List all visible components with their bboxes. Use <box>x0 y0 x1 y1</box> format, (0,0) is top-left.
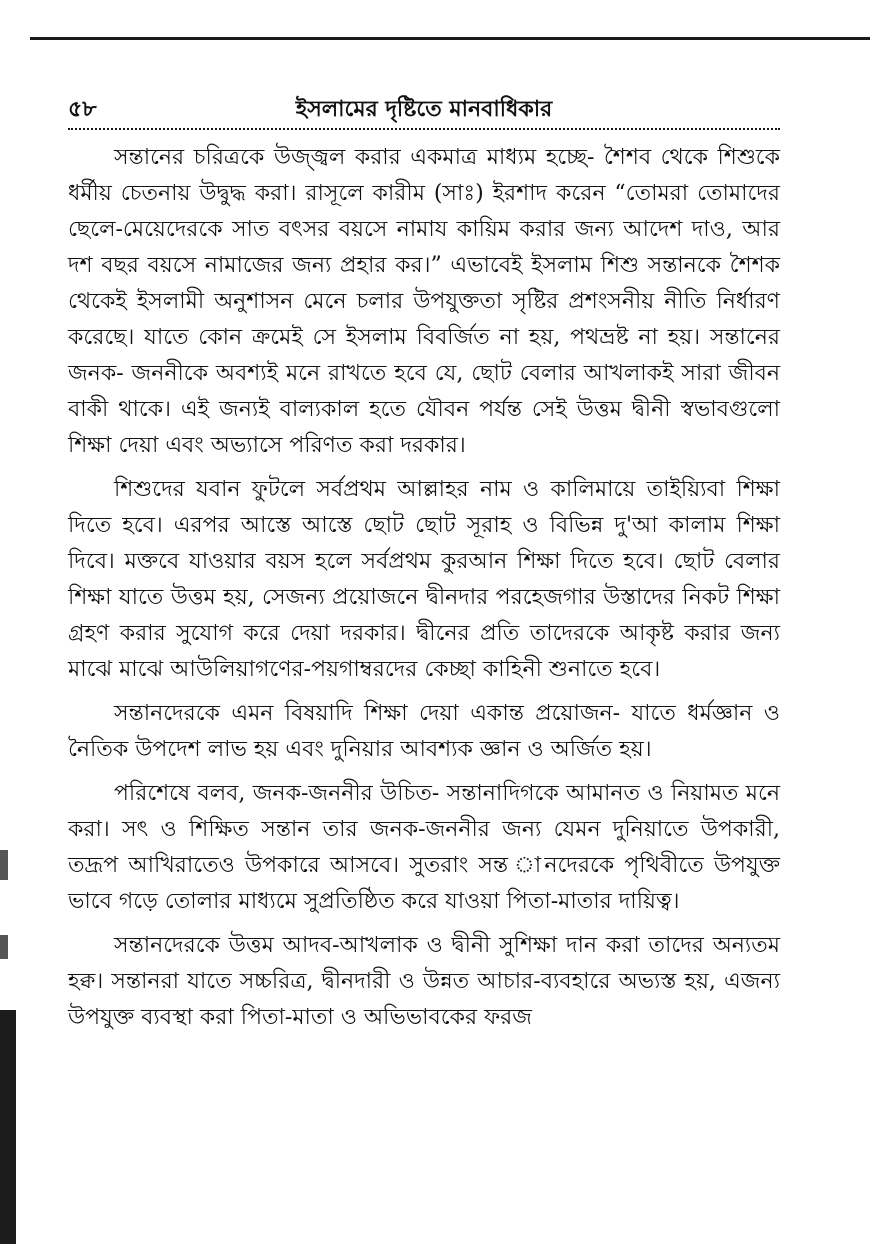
paragraph-2: শিশুদের যবান ফুটলে সর্বপ্রথম আল্লাহর নাম ও কালিমায়ে তাইয়্যিবা শিক্ষা দিতে হবে। এরপর আস্তে আস্তে ছোট ছোট সূরাহ ও বিভিন্ন দু'আ কালাম শিক্ষা দিবে। মক্তবে যাওয়ার বয়স হলে সর্বপ্রথম কুরআন শিক্ষা দিতে হবে। ছোট বেলার শিক্ষা যাতে উত্তম হয়, সেজন্য প্রয়োজনে দ্বীনদার পরহেজগার উস্তাদের নিকট শিক্ষা গ্রহণ করার সুযোগ করে দেয়া দরকার। দ্বীনের প্রতি তাদেরকে আকৃষ্ট করার জন্য মাঝে মাঝে আউলিয়াগণের-পয়গাম্বরদের কেচ্ছা কাহিনী শুনাতে হবে। <box>68 477 780 682</box>
scan-edge-speck <box>0 850 8 880</box>
page-number: ৫৮ <box>68 96 97 122</box>
paragraph-3: সন্তানদেরকে এমন বিষয়াদি শিক্ষা দেয়া একান্ত প্রয়োজন- যাতে ধর্মজ্ঞান ও নৈতিক উপদেশ লাভ হয় এবং দুনিয়ার আবশ্যক জ্ঞান ও অর্জিত হয়। <box>68 701 780 762</box>
paragraph-1: সন্তানের চরিত্রকে উজ্জ্বল করার একমাত্র মাধ্যম হচ্ছে- শৈশব থেকে শিশুকে ধর্মীয় চেতনায় উদ্বুদ্ধ করা। রাসূলে কারীম (সাঃ) ইরশাদ করেন “তোমরা তোমাদের ছেলে-মেয়েদেরকে সাত বৎসর বয়সে নামায কায়িম করার জন্য আদেশ দাও, আর দশ বছর বয়সে নামাজের জন্য প্রহার কর।” এভাবেই ইসলাম শিশু সন্তানকে শৈশক থেকেই ইসলামী অনুশাসন মেনে চলার উপযুক্ততা সৃষ্টির প্রশংসনীয় নীতি নির্ধারণ করেছে। যাতে কোন ক্রমেই সে ইসলাম বিবর্জিত না হয়, পথভ্রষ্ট না হয়। সন্তানের জনক- জননীকে অবশ্যই মনে রাখতে হবে যে, ছোট বেলার আখলাকই সারা জীবন বাকী থাকে। এই জন্যই বাল্যকাল হতে যৌবন পর্যন্ত সেই উত্তম দ্বীনী স্বভাবগুলো শিক্ষা দেয়া এবং অভ্যাসে পরিণত করা দরকার। <box>68 145 780 458</box>
body-text <box>68 140 780 1044</box>
paragraph-4: পরিশেষে বলব, জনক-জননীর উচিত- সন্তানাদিগকে আমানত ও নিয়ামত মনে করা। সৎ ও শিক্ষিত সন্তান তার জনক-জননীর জন্য যেমন দুনিয়াতে উপকারী, তদ্রূপ আখিরাতেও উপকারে আসবে। সুতরাং সন্ত ানদেরকে পৃথিবীতে উপযুক্ত ভাবে গড়ে তোলার মাধ্যমে সুপ্রতিষ্ঠিত করে যাওয়া পিতা-মাতার দায়িত্ব। <box>68 781 780 914</box>
running-title: ইসলামের দৃষ্টিতে মানবাধিকার <box>295 96 553 122</box>
top-rule <box>30 37 870 40</box>
header-dotted-rule <box>68 128 780 130</box>
scan-edge-shadow <box>0 1010 16 1244</box>
scan-edge-speck <box>0 935 8 959</box>
page-header <box>68 92 780 126</box>
paragraph-5: সন্তানদেরকে উত্তম আদব-আখলাক ও দ্বীনী সুশিক্ষা দান করা তাদের অন্যতম হক্ব। সন্তানরা যাতে সচ্চরিত্র, দ্বীনদারী ও উন্নত আচার-ব্যবহারে অভ্যস্ত হয়, এজন্য উপযুক্ত ব্যবস্থা করা পিতা-মাতা ও অভিভাবকের ফরজ <box>68 933 780 1030</box>
